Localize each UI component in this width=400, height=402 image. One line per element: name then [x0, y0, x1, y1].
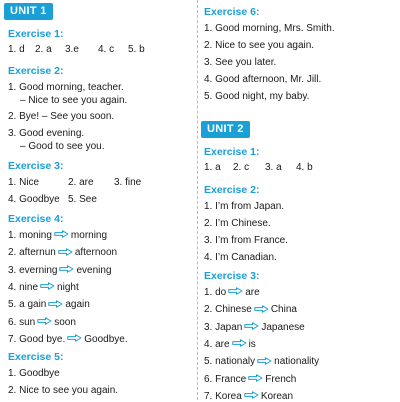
correction-row [8, 265, 112, 276]
arrow-right-outline-icon [248, 374, 263, 382]
unit2-ex2-title: Exercise 2: [204, 184, 260, 196]
corrected-word: French [265, 373, 297, 385]
answer-item: 3.e [65, 44, 79, 55]
corrected-word: are [245, 287, 260, 298]
unit2-ex2-line: 1. I’m from Japan. [204, 201, 285, 212]
misspelled-word: 2. Chinese [204, 304, 252, 316]
unit1-ex6-line: 1. Good morning, Mrs. Smith. [204, 23, 335, 34]
misspelled-word: 1. moning [8, 230, 52, 241]
misspelled-word: 5. a gain [8, 299, 47, 311]
arrow-right-outline-icon [257, 357, 272, 365]
unit2-ex1-title: Exercise 1: [204, 146, 260, 158]
answer-item: 2. are [68, 177, 94, 188]
corrected-word: Goodbye. [84, 333, 128, 345]
correction-row [204, 356, 319, 367]
misspelled-word: 3. Japan [204, 321, 243, 333]
arrow-right-outline-icon [244, 322, 259, 330]
unit1-ex2-line: 2. Bye! – See you soon. [8, 111, 115, 122]
answer-item: 3. fine [114, 177, 142, 188]
unit1-ex2-title: Exercise 2: [8, 65, 64, 77]
correction-row [8, 334, 128, 345]
unit1-ex2-line: 1. Good morning, teacher. [8, 82, 124, 93]
corrected-word: morning [70, 230, 108, 241]
correction-row [204, 322, 305, 333]
misspelled-word: 4. nine [8, 281, 39, 293]
answer-item: 4. c [98, 44, 115, 55]
unit1-ex4-title: Exercise 4: [8, 213, 64, 225]
correction-row [204, 304, 297, 315]
unit1-ex2-line: – Good to see you. [20, 141, 105, 152]
answer-item: 4. b [296, 162, 313, 173]
misspelled-word: 7. Good bye. [8, 333, 66, 345]
unit1-ex6-line: 2. Nice to see you again. [204, 40, 315, 51]
unit1-ex2-line: – Nice to see you again. [20, 95, 128, 106]
correction-row [8, 230, 107, 241]
misspelled-word: 3. everning [8, 264, 58, 276]
misspelled-word: 5. nationaly [204, 356, 256, 368]
arrow-right-outline-icon [67, 334, 82, 342]
unit1-ex6-line: 5. Good night, my baby. [204, 91, 310, 102]
answer-item: 1. a [204, 162, 221, 173]
answer-item: 5. See [68, 194, 97, 205]
unit1-ex6-line: 4. Good afternoon, Mr. Jill. [204, 74, 322, 85]
corrected-word: night [57, 281, 79, 293]
corrected-word: nationality [274, 356, 320, 368]
arrow-right-outline-icon [48, 300, 63, 308]
misspelled-word: 7. Korea [204, 390, 242, 402]
unit1-ex3-row [8, 177, 196, 191]
correction-row [204, 339, 256, 350]
answer-item: 1. Nice [8, 177, 40, 188]
corrected-word: again [65, 299, 90, 311]
corrected-word: soon [54, 316, 76, 328]
correction-row [204, 391, 293, 402]
arrow-right-outline-icon [232, 339, 247, 347]
answer-item: 1. d [8, 44, 25, 55]
arrow-right-outline-icon [59, 265, 74, 273]
corrected-word: Japanese [261, 321, 305, 333]
unit1-ex5-title: Exercise 5: [8, 351, 64, 363]
misspelled-word: 6. sun [8, 316, 36, 328]
unit2-ex1-answers [204, 162, 394, 176]
unit1-ex5-line: 2. Nice to see you again. [8, 385, 119, 396]
answer-item: 4. Goodbye [8, 194, 60, 205]
corrected-word: Korean [260, 390, 294, 402]
unit2-ex2-line: 2. I’m Chinese. [204, 218, 271, 229]
answer-item: 5. b [128, 44, 145, 55]
unit1-ex5-line: 1. Goodbye [8, 368, 60, 379]
unit2-badge: UNIT 2 [201, 121, 250, 138]
corrected-word: is [248, 338, 256, 350]
arrow-right-outline-icon [254, 305, 269, 313]
unit1-ex3-row [8, 194, 196, 208]
corrected-word: China [270, 304, 297, 316]
answer-item: 3. a [265, 162, 282, 173]
unit1-ex6-title: Exercise 6: [204, 6, 260, 18]
unit2-ex2-line: 3. I’m from France. [204, 235, 288, 246]
unit1-ex2-line: 3. Good evening. [8, 128, 85, 139]
arrow-right-outline-icon [58, 248, 73, 256]
correction-row [204, 287, 260, 298]
arrow-right-outline-icon [54, 230, 69, 238]
misspelled-word: 2. afternun [8, 247, 56, 259]
misspelled-word: 6. France [204, 373, 247, 385]
arrow-right-outline-icon [40, 282, 55, 290]
correction-row [8, 282, 79, 293]
column-divider [197, 0, 198, 400]
corrected-word: afternoon [74, 247, 118, 259]
corrected-word: evening [76, 264, 112, 276]
unit1-ex1-title: Exercise 1: [8, 28, 64, 40]
answer-item: 2. c [233, 162, 250, 173]
unit2-ex3-title: Exercise 3: [204, 270, 260, 282]
misspelled-word: 1. do [204, 287, 227, 298]
answer-item: 2. a [35, 44, 52, 55]
arrow-right-outline-icon [244, 391, 259, 399]
unit1-ex6-line: 3. See you later. [204, 57, 277, 68]
arrow-right-outline-icon [228, 287, 243, 295]
arrow-right-outline-icon [37, 317, 52, 325]
unit1-ex1-answers [8, 44, 196, 58]
correction-row [204, 374, 296, 385]
unit2-ex2-line: 4. I’m Canadian. [204, 252, 277, 263]
unit1-ex3-title: Exercise 3: [8, 160, 64, 172]
correction-row [8, 247, 117, 258]
correction-row [8, 299, 90, 310]
misspelled-word: 4. are [204, 338, 230, 350]
unit1-badge: UNIT 1 [4, 3, 53, 20]
correction-row [8, 317, 76, 328]
